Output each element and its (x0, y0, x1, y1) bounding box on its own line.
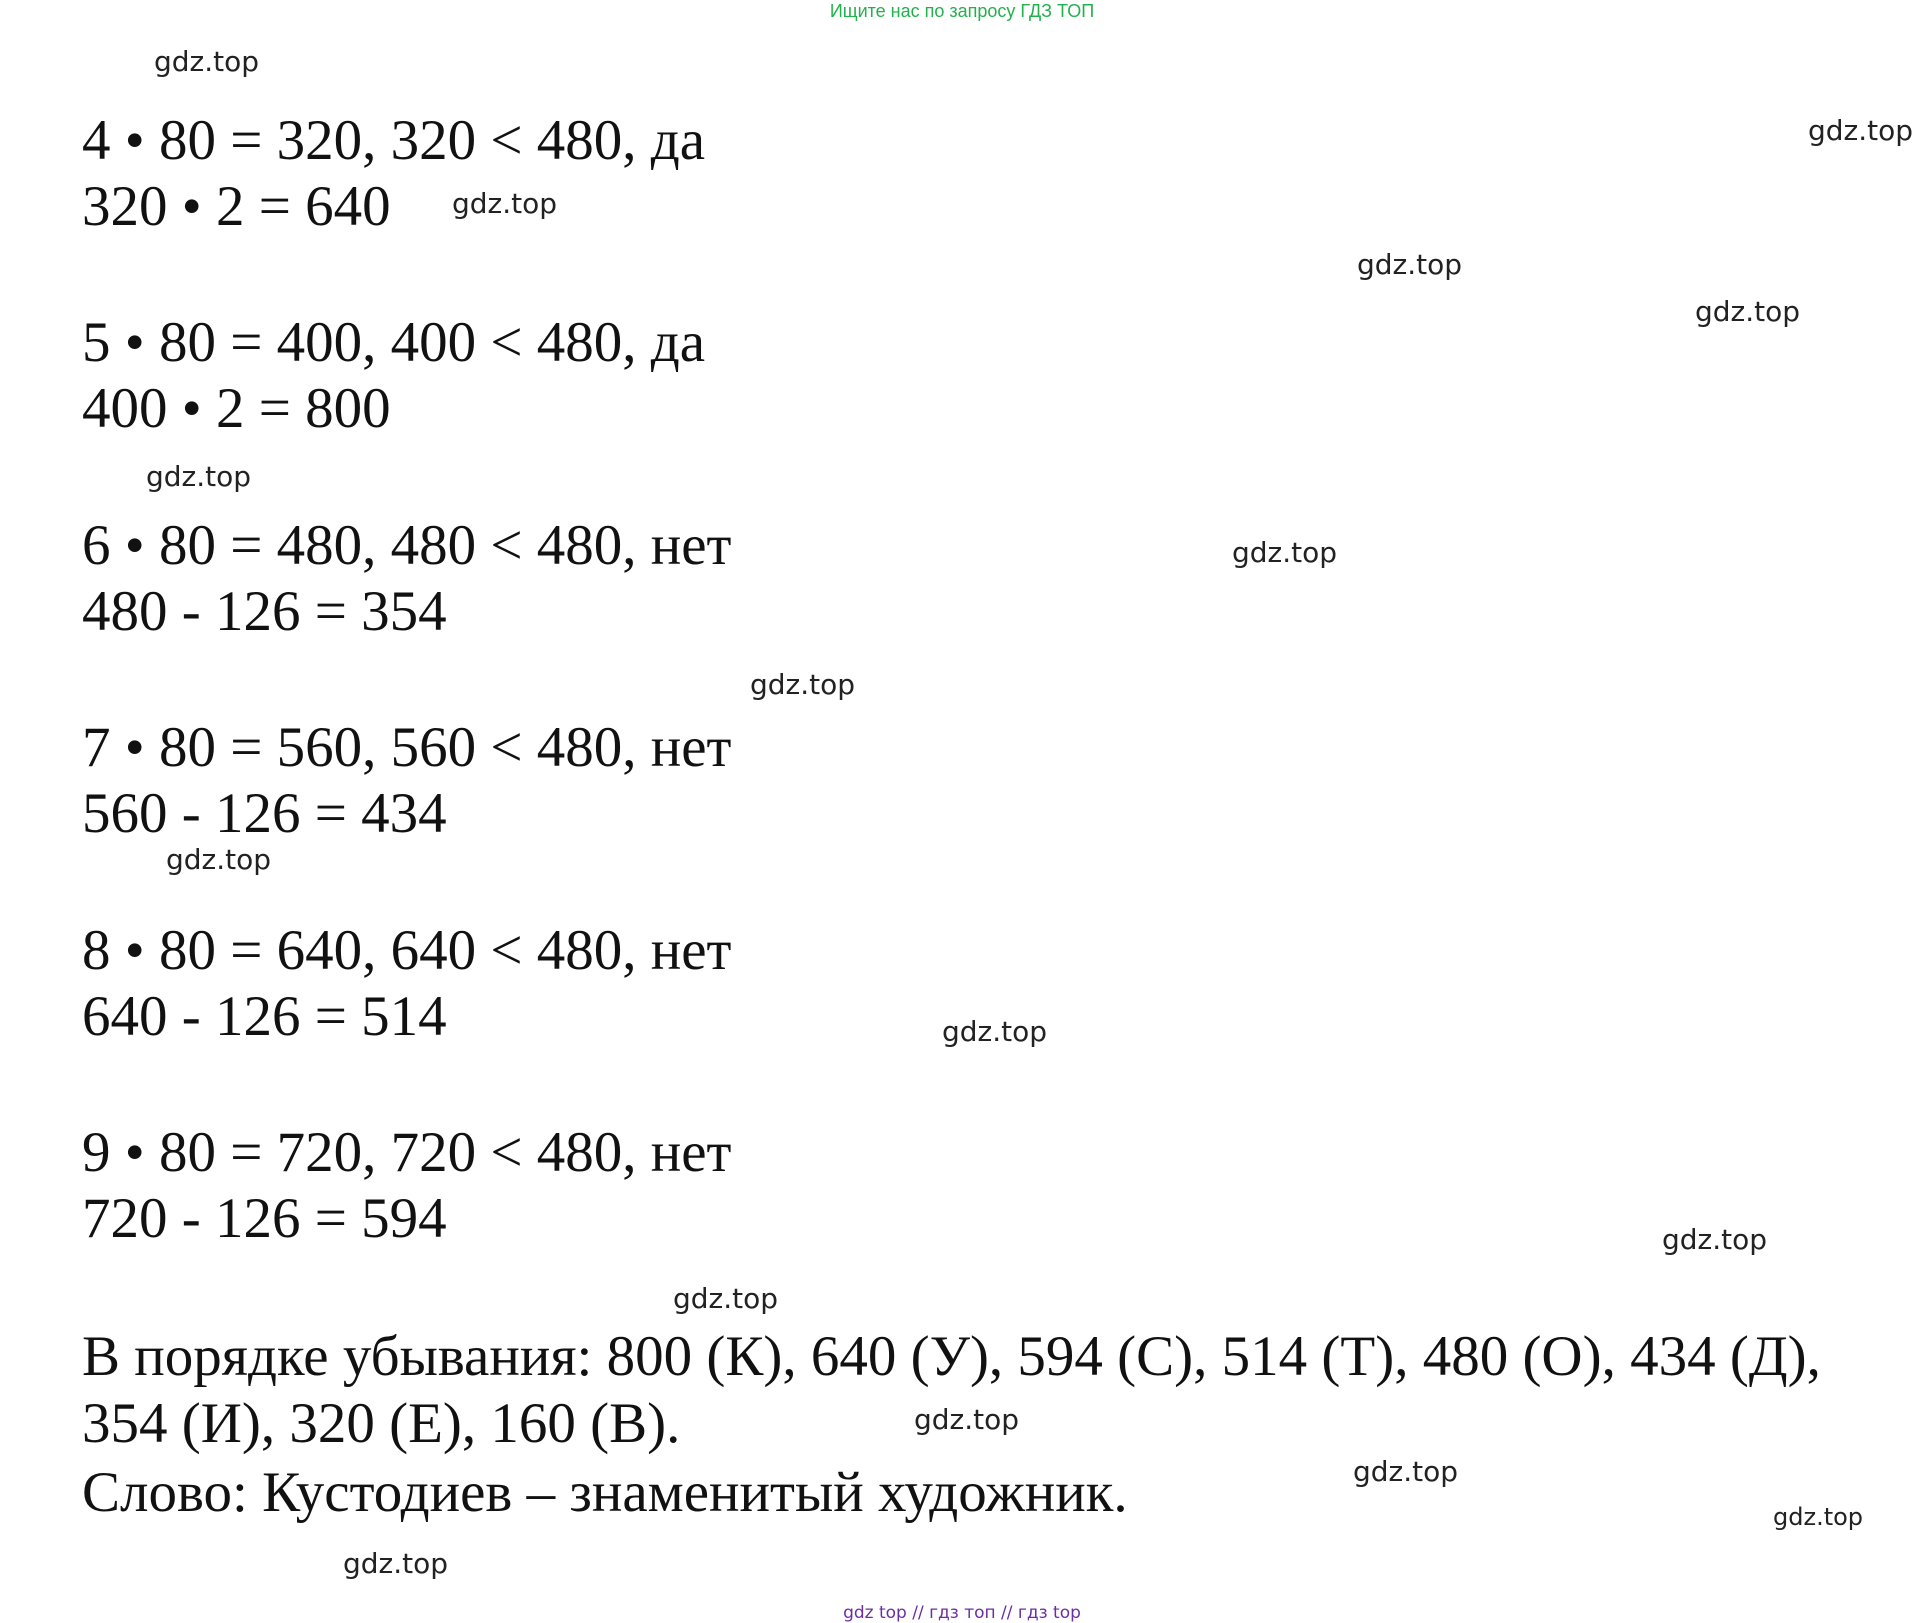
watermark-text: gdz.top (750, 668, 856, 701)
top-search-banner: Ищите нас по запросу ГДЗ ТОП (829, 1, 1095, 21)
watermark-text: gdz.top (1695, 295, 1801, 328)
watermark-text: gdz.top (1773, 1503, 1864, 1531)
watermark-text: gdz.top (914, 1403, 1020, 1436)
solution-line-7: 7 • 80 = 560, 560 < 480, нет (82, 716, 732, 779)
watermark-text: gdz.top (673, 1282, 779, 1315)
watermark-text: gdz.top (1353, 1455, 1459, 1488)
watermark-text: gdz.top (166, 843, 272, 876)
answer-word-line: Слово: Кустодиев – знаменитый художник. (82, 1461, 1128, 1524)
watermark-text: gdz.top (942, 1015, 1048, 1048)
solution-line-2: 320 • 2 = 640 (82, 175, 391, 238)
solution-line-12: 720 - 126 = 594 (82, 1187, 447, 1250)
watermark-text: gdz.top (343, 1547, 449, 1580)
watermark-text: gdz.top (1808, 114, 1914, 147)
answer-order-line-1: В порядке убывания: 800 (К), 640 (У), 594 (С), 514 (Т), 480 (О), 434 (Д), (82, 1325, 1821, 1388)
solution-line-11: 9 • 80 = 720, 720 < 480, нет (82, 1121, 732, 1184)
watermark-text: gdz.top (452, 187, 558, 220)
watermark-text: gdz.top (146, 460, 252, 493)
solution-line-8: 560 - 126 = 434 (82, 782, 447, 845)
answer-order-line-2: 354 (И), 320 (Е), 160 (В). (82, 1392, 681, 1455)
solution-line-4: 400 • 2 = 800 (82, 377, 391, 440)
watermark-text: gdz.top (1232, 536, 1338, 569)
solution-line-5: 6 • 80 = 480, 480 < 480, нет (82, 514, 732, 577)
solution-line-6: 480 - 126 = 354 (82, 580, 447, 643)
solution-line-10: 640 - 126 = 514 (82, 985, 447, 1048)
watermark-text: gdz.top (154, 45, 260, 78)
solution-line-3: 5 • 80 = 400, 400 < 480, да (82, 311, 706, 374)
watermark-text: gdz.top (1357, 248, 1463, 281)
solution-line-1: 4 • 80 = 320, 320 < 480, да (82, 109, 706, 172)
watermark-text: gdz.top (1662, 1223, 1768, 1256)
footer-links-text: gdz top // гдз топ // гдз top (843, 1603, 1081, 1623)
solution-line-9: 8 • 80 = 640, 640 < 480, нет (82, 919, 732, 982)
